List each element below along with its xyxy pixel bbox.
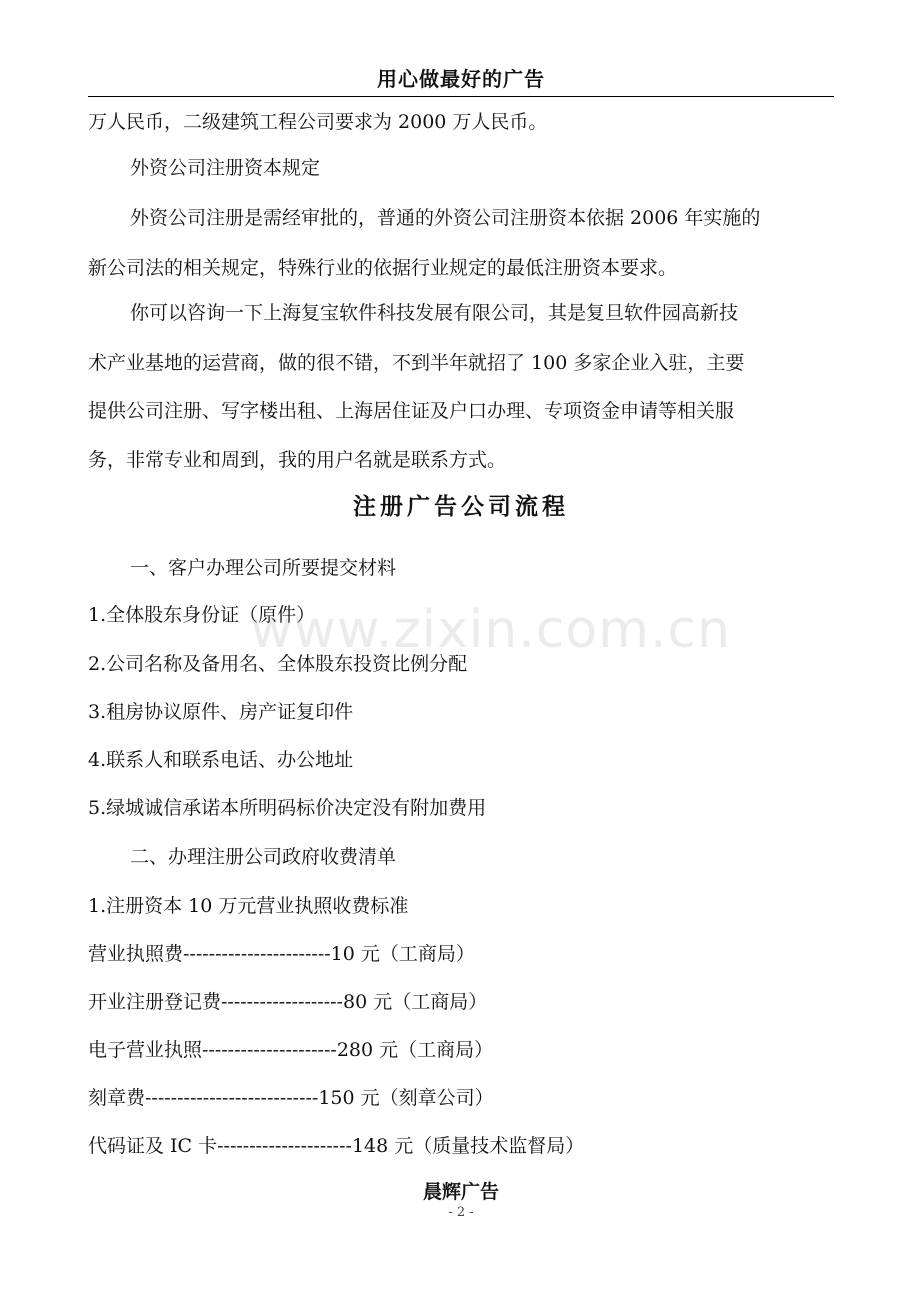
fee-item: 开业注册登记费-------------------80 元（工商局） (88, 991, 488, 1013)
paragraph-line: 术产业基地的运营商，做的很不错，不到半年就招了 100 多家企业入驻，主要 (88, 352, 745, 374)
list-item: 2.公司名称及备用名、全体股东投资比例分配 (88, 653, 468, 675)
paragraph-line: 务，非常专业和周到，我的用户名就是联系方式。 (88, 449, 507, 471)
materials-heading: 一、客户办理公司所要提交材料 (130, 557, 397, 579)
fees-heading: 二、办理注册公司政府收费清单 (130, 846, 397, 868)
paragraph-line: 你可以咨询一下上海复宝软件科技发展有限公司，其是复旦软件园高新技 (130, 302, 739, 324)
paragraph-line: 新公司法的相关规定，特殊行业的依据行业规定的最低注册资本要求。 (88, 257, 678, 279)
list-item: 3.租房协议原件、房产证复印件 (88, 701, 354, 723)
page-header-title: 用心做最好的广告 (88, 62, 834, 97)
list-item: 5.绿城诚信承诺本所明码标价决定没有附加费用 (88, 797, 487, 819)
fees-subheading: 1.注册资本 10 万元营业执照收费标准 (88, 895, 409, 917)
fee-item: 代码证及 IC 卡---------------------148 元（质量技术监督局） (88, 1135, 585, 1157)
page-number: - 2 - (448, 1205, 474, 1220)
list-item: 1.全体股东身份证（原件） (88, 604, 316, 626)
footer-company: 晨辉广告 (422, 1181, 499, 1203)
paragraph-line: 万人民币，二级建筑工程公司要求为 2000 万人民币。 (88, 111, 548, 133)
fee-item: 电子营业执照---------------------280 元（工商局） (88, 1039, 494, 1061)
subheading-foreign-capital: 外资公司注册资本规定 (130, 157, 321, 179)
watermark: www.zixin.com.cn (250, 600, 731, 660)
section-title: 注册广告公司流程 (353, 494, 569, 520)
paragraph-line: 外资公司注册是需经审批的，普通的外资公司注册资本依据 2006 年实施的 (130, 207, 761, 229)
fee-item: 刻章费---------------------------150 元（刻章公司） (88, 1087, 494, 1109)
fee-item: 营业执照费-----------------------10 元（工商局） (88, 943, 475, 965)
paragraph-line: 提供公司注册、写字楼出租、上海居住证及户口办理、专项资金申请等相关服 (88, 400, 735, 422)
list-item: 4.联系人和联系电话、办公地址 (88, 749, 354, 771)
